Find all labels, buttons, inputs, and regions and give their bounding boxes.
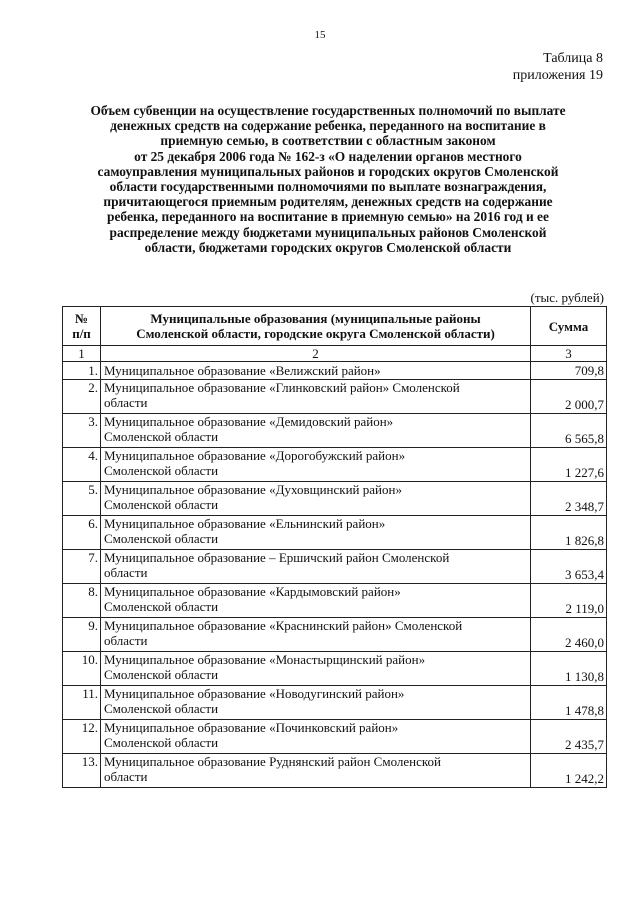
table-row [63, 362, 607, 380]
row-number: 7. [63, 550, 101, 584]
municipality-name: Муниципальное образование «Духовщинский район» Смоленской области [101, 482, 531, 516]
row-sum: 709,8 [531, 362, 607, 380]
title-line: денежных средств на содержание ребенка, переданного на воспитание в [110, 118, 546, 134]
row-number: 10. [63, 652, 101, 686]
column-index: 2 [101, 346, 531, 362]
table-reference-line: Таблица 8 [543, 51, 603, 66]
column-index: 1 [63, 346, 101, 362]
municipality-name: Муниципальное образование «Велижский район» [101, 362, 531, 380]
row-number: 3. [63, 414, 101, 448]
column-index: 3 [531, 346, 607, 362]
municipality-name: Муниципальное образование «Краснинский район» Смоленской области [101, 618, 531, 652]
table-row [63, 754, 607, 788]
row-sum: 1 826,8 [531, 516, 607, 550]
municipality-name: Муниципальное образование Руднянский район Смоленской области [101, 754, 531, 788]
title-line: самоуправления муниципальных районов и городских округов Смоленской [97, 163, 559, 179]
table-row [63, 482, 607, 516]
municipality-name: Муниципальное образование «Кардымовский район» Смоленской области [101, 584, 531, 618]
subsidy-table [62, 306, 607, 788]
row-sum: 1 242,2 [531, 754, 607, 788]
title-line: причитающегося приемным родителям, денежных средств на содержание [103, 194, 553, 210]
municipality-name: Муниципальное образование «Дорогобужский район» Смоленской области [101, 448, 531, 482]
table-row [63, 550, 607, 584]
municipality-name: Муниципальное образование «Демидовский район» Смоленской области [101, 414, 531, 448]
municipality-name: Муниципальное образование «Глинковский район» Смоленской области [101, 380, 531, 414]
column-index-row [63, 346, 607, 362]
title-line: ребенка, переданного на воспитание в приемную семью» на 2016 год и ее [107, 209, 549, 225]
row-number: 11. [63, 686, 101, 720]
row-number: 2. [63, 380, 101, 414]
title-line: от 25 декабря 2006 года № 162-з «О наделении органов местного [134, 148, 522, 164]
row-number: 13. [63, 754, 101, 788]
row-number: 6. [63, 516, 101, 550]
row-sum: 2 000,7 [531, 380, 607, 414]
table-reference [513, 50, 603, 84]
row-sum: 2 460,0 [531, 618, 607, 652]
row-number: 1. [63, 362, 101, 380]
table-row [63, 720, 607, 754]
document-title [58, 103, 598, 255]
header-municipality: Муниципальные образования (муниципальные районы Смоленской области, городские округа Смоленской области) [101, 307, 531, 346]
header-sum: Сумма [531, 307, 607, 346]
table-row [63, 686, 607, 720]
page-number: 15 [314, 29, 326, 41]
row-sum: 2 348,7 [531, 482, 607, 516]
municipality-name: Муниципальное образование «Новодугинский район» Смоленской области [101, 686, 531, 720]
municipality-name: Муниципальное образование «Ельнинский район» Смоленской области [101, 516, 531, 550]
row-number: 9. [63, 618, 101, 652]
table-row [63, 652, 607, 686]
row-sum: 1 478,8 [531, 686, 607, 720]
table-row [63, 618, 607, 652]
row-sum: 2 435,7 [531, 720, 607, 754]
row-sum: 6 565,8 [531, 414, 607, 448]
table-header-row [63, 307, 607, 346]
table-row [63, 584, 607, 618]
row-number: 12. [63, 720, 101, 754]
row-number: 8. [63, 584, 101, 618]
title-line: приемную семью, в соответствии с областным законом [160, 133, 496, 149]
municipality-name: Муниципальное образование – Ершичский район Смоленской области [101, 550, 531, 584]
table-row [63, 414, 607, 448]
units-label: (тыс. рублей) [530, 290, 604, 305]
title-line: Объем субвенции на осуществление государственных полномочий по выплате [90, 103, 566, 118]
row-sum: 3 653,4 [531, 550, 607, 584]
table-row [63, 448, 607, 482]
row-sum: 1 130,8 [531, 652, 607, 686]
appendix-reference-line: приложения 19 [512, 68, 603, 83]
municipality-name: Муниципальное образование «Починковский район» Смоленской области [101, 720, 531, 754]
row-sum: 1 227,6 [531, 448, 607, 482]
row-number: 5. [63, 482, 101, 516]
title-line: распределение между бюджетами муниципальных районов Смоленской [109, 224, 547, 240]
municipality-name: Муниципальное образование «Монастырщинский район» Смоленской области [101, 652, 531, 686]
title-line: области государственными полномочиями по выплате вознаграждения, [109, 179, 547, 195]
table-row [63, 380, 607, 414]
row-sum: 2 119,0 [531, 584, 607, 618]
header-number: № п/п [63, 307, 101, 346]
title-line: области, бюджетами городских округов Смоленской области [144, 239, 512, 255]
row-number: 4. [63, 448, 101, 482]
table-row [63, 516, 607, 550]
